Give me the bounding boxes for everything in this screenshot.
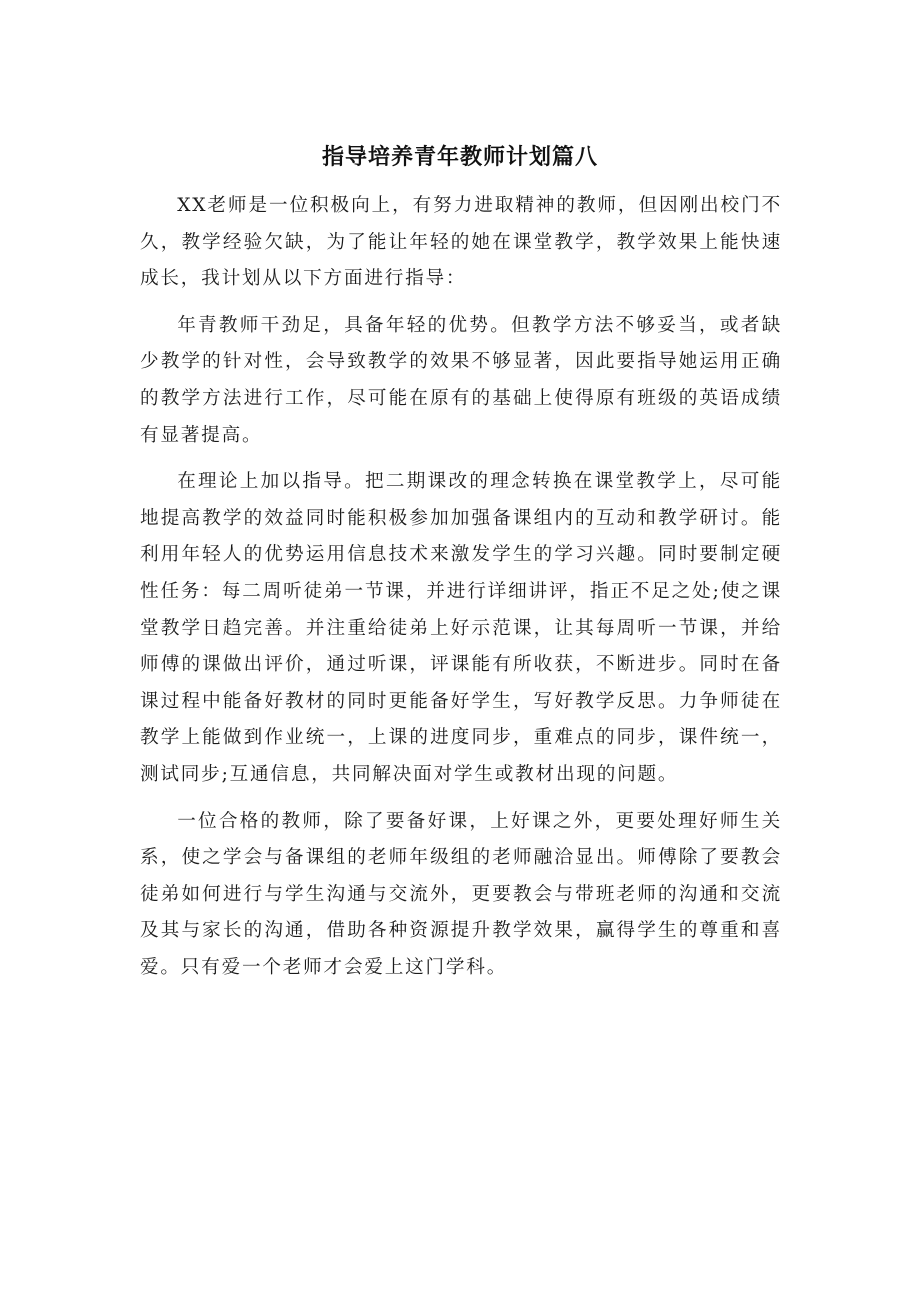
paragraph: 在理论上加以指导。把二期课改的理念转换在课堂教学上，尽可能地提高教学的效益同时能积极参加加强备课组内的互动和教学研讨。能利用年轻人的优势运用信息技术来激发学生的学习兴趣。同时要制定硬性任务：每二周听徒弟一节课，并进行详细讲评，指正不足之处;使之课堂教学日趋完善。并注重给徒弟上好示范课，让其每周听一节课，并给师傅的课做出评价，通过听课，评课能有所收获，不断进步。同时在备课过程中能备好教材的同时更能备好学生，写好教学反思。力争师徒在教学上能做到作业统一，上课的进度同步，重难点的同步，课件统一，测试同步;互通信息，共同解决面对学生或教材出现的问题。 — [140, 471, 782, 785]
paragraph: 一位合格的教师，除了要备好课，上好课之外，更要处理好师生关系，使之学会与备课组的老师年级组的老师融洽显出。师傅除了要教会徒弟如何进行与学生沟通与交流外，更要教会与带班老师的沟通和交流及其与家长的沟通，借助各种资源提升教学效果，赢得学生的尊重和喜爱。只有爱一个老师才会爱上这门学科。 — [140, 810, 782, 978]
paragraph: 年青教师干劲足，具备年轻的优势。但教学方法不够妥当，或者缺少教学的针对性，会导致教学的效果不够显著，因此要指导她运用正确的教学方法进行工作，尽可能在原有的基础上使得原有班级的英语成绩有显著提高。 — [140, 314, 782, 446]
document-body — [140, 188, 782, 996]
document-title: 指导培养青年教师计划篇八 — [321, 145, 598, 170]
paragraph: XX老师是一位积极向上，有努力进取精神的教师，但因刚出校门不久，教学经验欠缺，为了能让年轻的她在课堂教学，教学效果上能快速成长，我计划从以下方面进行指导： — [140, 195, 782, 290]
